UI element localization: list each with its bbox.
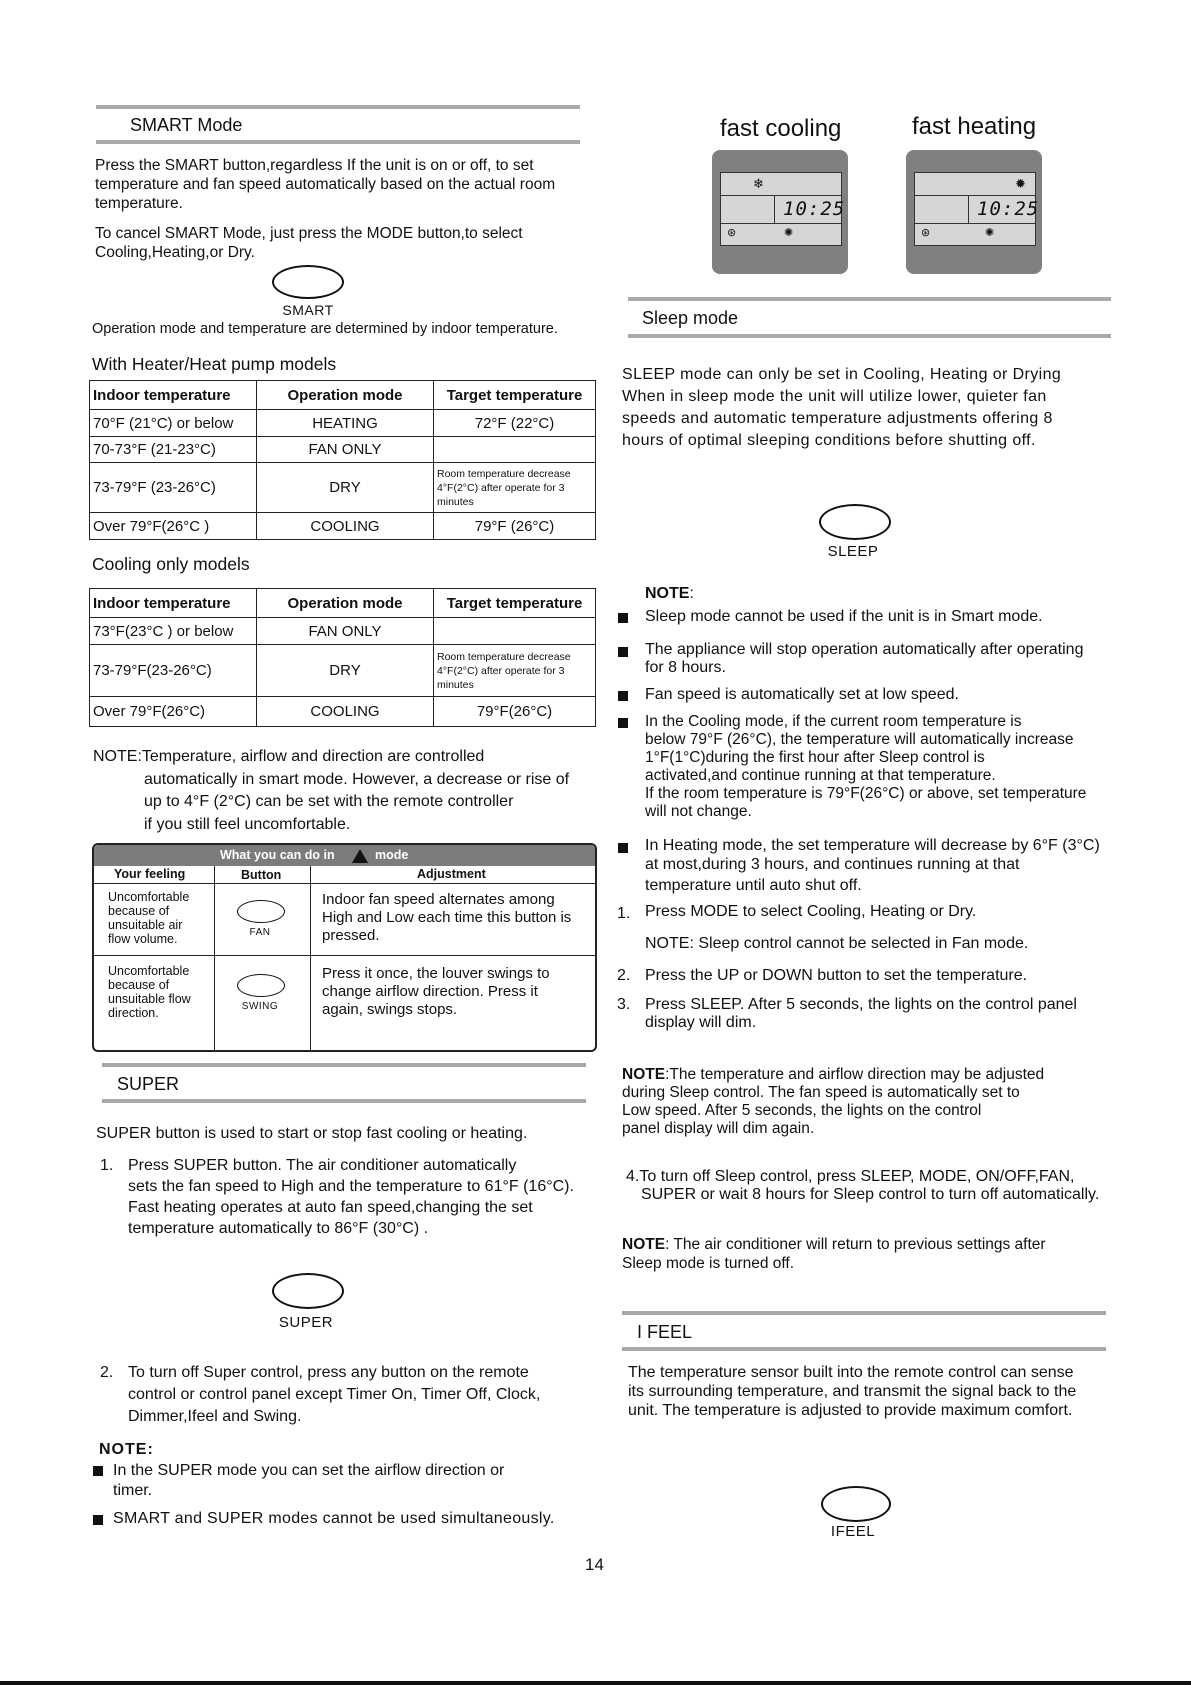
lcd-divider — [915, 223, 968, 224]
box-header-row — [94, 866, 595, 884]
bullet-square — [93, 1515, 103, 1525]
ifeel-button[interactable] — [821, 1486, 891, 1522]
sleep-bullet-line: activated,and continue running at that temperature. — [645, 767, 996, 784]
sleep-step-line: Press the UP or DOWN button to set the temperature. — [645, 967, 1028, 984]
smart-note-line: automatically in smart mode. However, a decrease or rise of — [144, 771, 570, 788]
heater-models-title: With Heater/Heat pump models — [92, 354, 337, 374]
feeling-flow-direction: Uncomfortable because of unsuitable flow direction. — [108, 964, 191, 1020]
fast-heating-display-panel — [906, 150, 1042, 274]
table-cell: 73°F(23°C ) or below — [90, 618, 257, 645]
table-header: Indoor temperature — [90, 381, 257, 410]
sleep-note3-bold: NOTE — [622, 1236, 666, 1253]
table-row — [90, 618, 596, 645]
header-adjustment: Adjustment — [417, 867, 486, 881]
box-title-prefix: What you can do in — [220, 848, 335, 862]
box-title-bar — [94, 845, 595, 866]
sleep-paragraph-line: hours of optimal sleeping conditions before shutting off. — [622, 432, 1036, 449]
smart-paragraph-2: To cancel SMART Mode, just press the MODE button,to select Cooling,Heating,or Dry. — [95, 225, 523, 261]
section-rule — [628, 297, 1111, 301]
fan-icon: ⊛ — [727, 227, 737, 239]
page-number: 14 — [585, 1555, 604, 1574]
fan-button-label: FAN — [249, 927, 271, 938]
table-cell: Over 79°F(26°C) — [90, 697, 257, 727]
sleep-bullet-line: below 79°F (26°C), the temperature will automatically increase — [645, 731, 1074, 748]
sleep-button[interactable] — [819, 504, 891, 540]
sleep-bullet-line: will not change. — [645, 803, 752, 820]
bullet-square — [618, 718, 628, 728]
table-cell: DRY — [257, 645, 434, 697]
table-header: Operation mode — [257, 381, 434, 410]
table-cell — [434, 437, 596, 463]
sleep-note-title — [645, 585, 694, 603]
sleep-bullet-line: In the Cooling mode, if the current room temperature is — [645, 713, 1022, 730]
sleep-paragraph-line: When in sleep mode the unit will utilize lower, quieter fan — [622, 388, 1047, 405]
table-header: Target temperature — [434, 381, 596, 410]
sleep-note-title-text: NOTE — [645, 585, 690, 602]
table-cell: Room temperature decrease 4°F(2°C) after operate for 3 minutes — [434, 463, 596, 513]
table-row — [90, 645, 596, 697]
table-cell: 72°F (22°C) — [434, 410, 596, 437]
section-rule — [622, 1311, 1106, 1315]
sleep-bullet-line: The appliance will stop operation automatically after operating — [645, 641, 1084, 658]
sleep-paragraph-line: SLEEP mode can only be set in Cooling, Heating or Drying — [622, 366, 1062, 383]
bullet-square — [618, 647, 628, 657]
table-cell: COOLING — [257, 697, 434, 727]
header-your-feeling: Your feeling — [114, 867, 186, 881]
super-step-line: Fast heating operates at auto fan speed,changing the set — [128, 1199, 533, 1216]
sleep-step-number: 3. — [617, 996, 631, 1013]
table-cell: FAN ONLY — [257, 437, 434, 463]
adjustment-fan: Indoor fan speed alternates among High and Low each time this button is pressed. — [322, 891, 572, 944]
sun-icon: ✹ — [1015, 176, 1026, 191]
lcd-time: 10:25 — [783, 198, 846, 220]
super-step-line: Dimmer,Ifeel and Swing. — [128, 1408, 302, 1425]
table-cell — [434, 618, 596, 645]
page-bottom-edge — [0, 1681, 1191, 1685]
sleep-note2-line: panel display will dim again. — [622, 1120, 815, 1137]
sleep-button-label: SLEEP — [827, 543, 879, 560]
table-header: Target temperature — [434, 589, 596, 618]
table-header: Operation mode — [257, 589, 434, 618]
snowflake-icon: ❄ — [753, 176, 764, 191]
header-button: Button — [241, 868, 282, 882]
super-heading: SUPER — [117, 1074, 180, 1094]
super-note-line: In the SUPER mode you can set the airflow direction or — [113, 1462, 505, 1479]
table-cell: 73-79°F(23-26°C) — [90, 645, 257, 697]
table-header: Indoor temperature — [90, 589, 257, 618]
super-button-label: SUPER — [278, 1314, 334, 1331]
bullet-square — [618, 843, 628, 853]
swing-button-label: SWING — [241, 1001, 279, 1012]
sleep-note2-text: :The temperature and airflow direction may be adjusted — [665, 1066, 1045, 1083]
super-intro: SUPER button is used to start or stop fast cooling or heating. — [96, 1125, 528, 1142]
sleep-bullet-line: for 8 hours. — [645, 659, 726, 676]
section-rule — [102, 1063, 586, 1067]
cooling-models-title: Cooling only models — [92, 554, 250, 574]
fast-heating-title: fast heating — [912, 113, 1037, 140]
sleep-note2-line: during Sleep control. The fan speed is automatically set to — [622, 1084, 1020, 1101]
section-rule — [622, 1347, 1106, 1351]
super-step-line: temperature automatically to 86°F (30°C) . — [128, 1220, 429, 1237]
table-cell: HEATING — [257, 410, 434, 437]
table-cell: 79°F (26°C) — [434, 513, 596, 540]
table-row — [90, 463, 596, 513]
clock-icon: ✺ — [985, 227, 995, 239]
smart-button[interactable] — [272, 265, 344, 299]
sleep-bullet-line: at most,during 3 hours, and continues running at that — [645, 856, 1020, 873]
table-cell: 73-79°F (23-26°C) — [90, 463, 257, 513]
ifeel-paragraph-line: its surrounding temperature, and transmit the signal back to the — [628, 1383, 1077, 1400]
smart-button-label: SMART — [282, 302, 334, 318]
super-step-line: To turn off Super control, press any button on the remote — [128, 1364, 529, 1381]
sleep-note2-bold: NOTE — [622, 1066, 666, 1083]
lcd-screen — [914, 172, 1040, 246]
bullet-square — [618, 691, 628, 701]
fan-button[interactable] — [237, 900, 285, 923]
feeling-air-flow-volume: Uncomfortable because of unsuitable air flow volume. — [108, 890, 190, 946]
sleep-note-colon: : — [689, 585, 694, 602]
sleep-step-line: Press SLEEP. After 5 seconds, the lights on the control panel — [645, 996, 1077, 1013]
fan-icon: ⊛ — [921, 227, 931, 239]
super-note-line: timer. — [113, 1482, 153, 1499]
warning-triangle-icon — [352, 849, 368, 863]
lcd-screen — [720, 172, 846, 246]
sleep-bullet-line: Fan speed is automatically set at low speed. — [645, 686, 959, 703]
table-cell: DRY — [257, 463, 434, 513]
sleep-step-number: 1. — [617, 905, 631, 922]
sleep-step-number: 2. — [617, 967, 631, 984]
sleep-heading: Sleep mode — [642, 308, 739, 328]
ifeel-button-label: IFEEL — [830, 1523, 876, 1540]
column-divider — [214, 866, 215, 1050]
sleep-note3-line: Sleep mode is turned off. — [622, 1255, 795, 1272]
sleep-note2-line: Low speed. After 5 seconds, the lights on the control — [622, 1102, 982, 1119]
super-step-line: control or control panel except Timer On, Timer Off, Clock, — [128, 1386, 541, 1403]
table-row — [90, 513, 596, 540]
box-title-suffix: mode — [375, 848, 409, 862]
fast-cooling-display-panel — [712, 150, 848, 274]
heater-models-table — [89, 380, 596, 540]
table-cell: COOLING — [257, 513, 434, 540]
row-divider — [94, 955, 595, 956]
sleep-bullet-line: temperature until auto shut off. — [645, 877, 862, 894]
sleep-step-line: display will dim. — [645, 1014, 757, 1031]
super-note-title: NOTE: — [99, 1441, 154, 1458]
smart-note-line: up to 4°F (2°C) can be set with the remote controller — [144, 793, 514, 810]
sleep-paragraph-line: speeds and automatic temperature adjustments offering 8 — [622, 410, 1053, 427]
table-cell: Room temperature decrease 4°F(2°C) after operate for 3 minutes — [434, 645, 596, 697]
table-cell: 70°F (21°C) or below — [90, 410, 257, 437]
fast-cooling-title: fast cooling — [720, 115, 842, 142]
table-row — [90, 437, 596, 463]
ifeel-paragraph-line: The temperature sensor built into the remote control can sense — [628, 1364, 1074, 1381]
lcd-divider — [721, 223, 774, 224]
table-cell: FAN ONLY — [257, 618, 434, 645]
section-rule — [96, 140, 580, 144]
sleep-bullet-line: 1°F(1°C)during the first hour after Sleep control is — [645, 749, 985, 766]
smart-note-line: if you still feel uncomfortable. — [144, 816, 351, 833]
column-divider — [310, 866, 311, 1050]
super-step-number: 1. — [100, 1157, 114, 1174]
super-step-number: 2. — [100, 1364, 114, 1381]
cooling-models-table — [89, 588, 596, 727]
sleep-note3-text: : The air conditioner will return to previous settings after — [665, 1236, 1046, 1253]
super-button[interactable] — [272, 1273, 344, 1309]
sleep-step4-line: SUPER or wait 8 hours for Sleep control to turn off automatically. — [641, 1186, 1100, 1203]
lcd-time: 10:25 — [977, 198, 1040, 220]
clock-icon: ✺ — [784, 227, 794, 239]
smart-adjustment-box — [92, 843, 597, 1052]
table-row — [90, 410, 596, 437]
sleep-step-line: Press MODE to select Cooling, Heating or Dry. — [645, 903, 977, 920]
swing-button[interactable] — [237, 974, 285, 997]
sleep-step-note: NOTE: Sleep control cannot be selected in Fan mode. — [645, 935, 1029, 952]
super-note-line: SMART and SUPER modes cannot be used simultaneously. — [113, 1510, 555, 1527]
sleep-bullet-line: Sleep mode cannot be used if the unit is in Smart mode. — [645, 608, 1043, 625]
section-rule — [96, 105, 580, 109]
section-rule — [102, 1099, 586, 1103]
bullet-square — [618, 613, 628, 623]
section-rule — [628, 334, 1111, 338]
sleep-note2-line — [622, 1066, 1044, 1084]
ifeel-heading: I FEEL — [637, 1322, 693, 1342]
sleep-note3-line — [622, 1236, 1046, 1254]
table-cell: 70-73°F (21-23°C) — [90, 437, 257, 463]
operation-mode-note: Operation mode and temperature are determined by indoor temperature. — [92, 321, 558, 337]
sleep-bullet-line: In Heating mode, the set temperature will decrease by 6°F (3°C) — [645, 837, 1100, 854]
sleep-step4-line: 4.To turn off Sleep control, press SLEEP, MODE, ON/OFF,FAN, — [626, 1168, 1075, 1185]
super-step-line: sets the fan speed to High and the temperature to 61°F (16°C). — [128, 1178, 574, 1195]
ifeel-paragraph-line: unit. The temperature is adjusted to provide maximum comfort. — [628, 1402, 1073, 1419]
table-row — [90, 697, 596, 727]
sleep-bullet-line: If the room temperature is 79°F(26°C) or above, set temperature — [645, 785, 1087, 802]
adjustment-swing: Press it once, the louver swings to change airflow direction. Press it again, swings stops. — [322, 965, 550, 1018]
smart-heading: SMART Mode — [130, 115, 243, 135]
table-cell: Over 79°F(26°C ) — [90, 513, 257, 540]
table-cell: 79°F(26°C) — [434, 697, 596, 727]
smart-note-line: NOTE:Temperature, airflow and direction are controlled — [93, 748, 485, 765]
bullet-square — [93, 1466, 103, 1476]
super-step-line: Press SUPER button. The air conditioner automatically — [128, 1157, 517, 1174]
smart-paragraph-1: Press the SMART button,regardless If the unit is on or off, to set temperature and fan speed automatically based on the actual room temperature. — [95, 157, 556, 212]
